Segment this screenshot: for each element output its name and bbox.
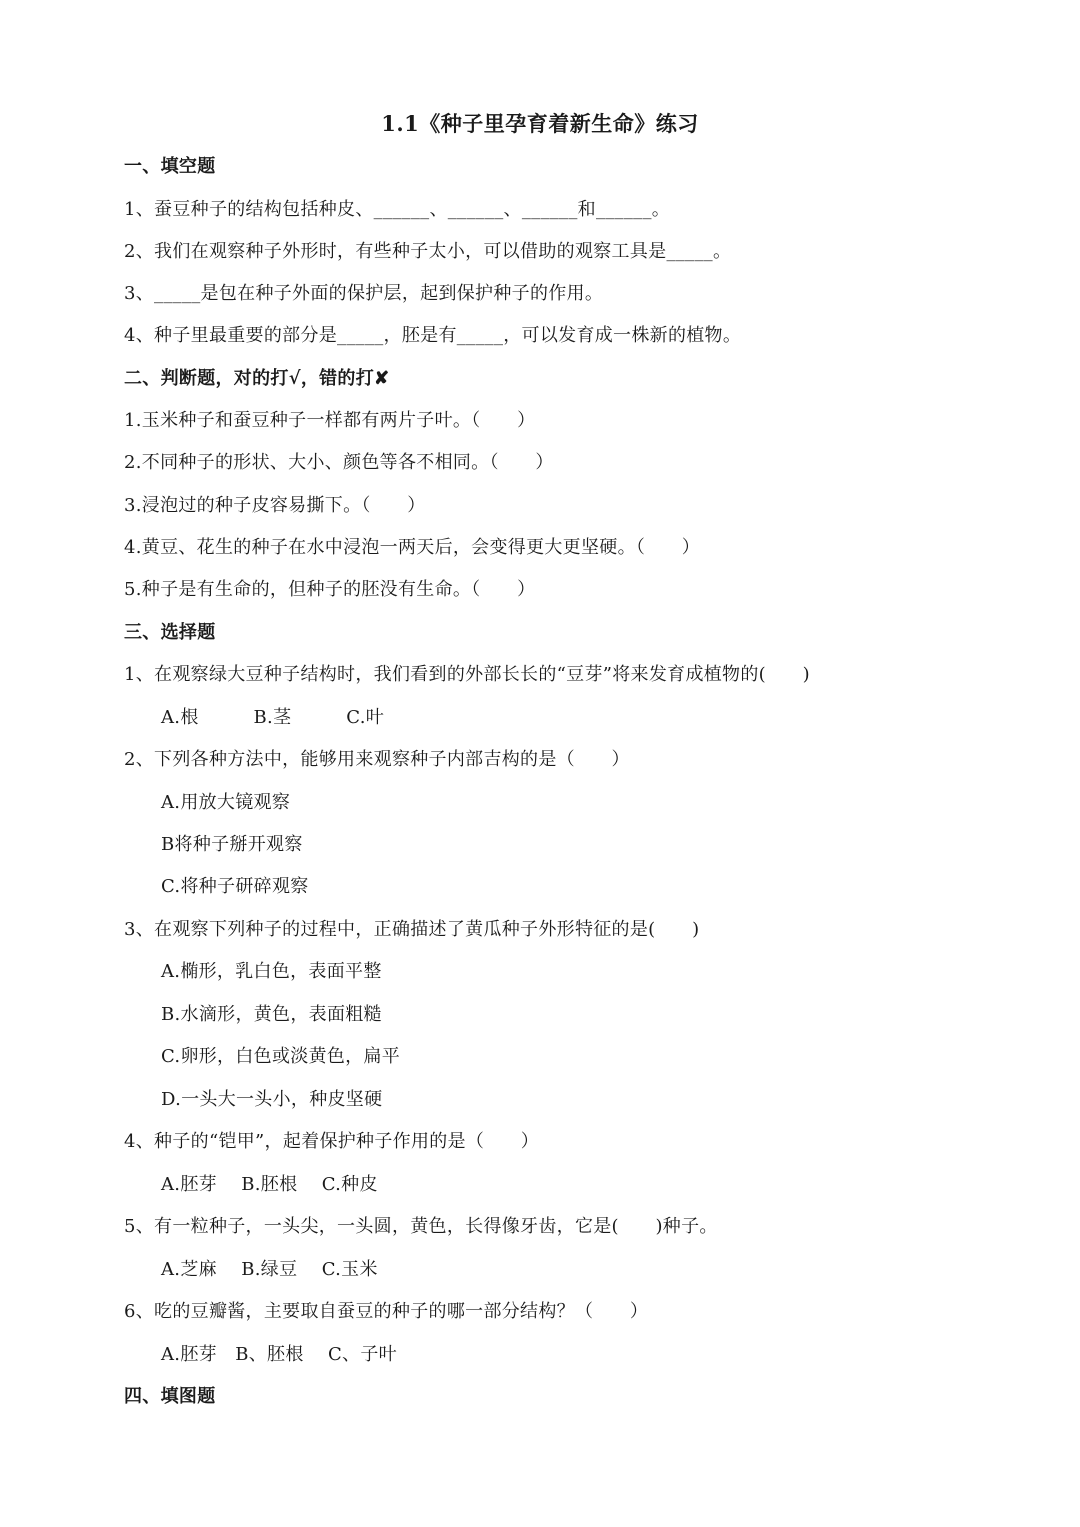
choice-question-5: 5、有一粒种子，一头尖，一头圆，黄色，长得像牙齿，它是( )种子。 [124,1216,718,1237]
true-false-question-4: 4.黄豆、花生的种子在水中浸泡一两天后，会变得更大更坚硬。（ ） [124,537,701,558]
section-heading-fill-diagram: 四、填图题 [124,1386,216,1407]
true-false-question-5: 5.种子是有生命的，但种子的胚没有生命。（ ） [124,579,536,600]
choice-question-2-option-c: C.将种子研碎观察 [161,876,309,897]
choice-question-3-option-b: B.水滴形，黄色，表面粗糙 [161,1004,382,1025]
choice-question-6-options: A.胚芽 B、胚根 C、子叶 [161,1344,397,1365]
choice-question-3-option-d: D.一头大一头小，种皮坚硬 [161,1089,383,1110]
choice-question-3-option-c: C.卵形，白色或淡黄色，扁平 [161,1046,401,1067]
choice-question-1: 1、在观察绿大豆种子结构时，我们看到的外部长长的“豆芽”将来发育成植物的( ) [124,664,810,685]
fill-blank-question-1: 1、蚕豆种子的结构包括种皮、______、______、______和______。 [124,199,671,220]
choice-question-2: 2、下列各种方法中，能够用来观察种子内部吉构的是（ ） [124,749,630,770]
choice-question-2-option-a: A.用放大镜观察 [161,792,291,813]
section-heading-true-false: 二、判断题，对的打√，错的打✘ [124,368,390,389]
true-false-question-1: 1.玉米种子和蚕豆种子一样都有两片子叶。（ ） [124,410,536,431]
page-title: 1.1《种子里孕育着新生命》练习 [381,111,699,136]
choice-question-4: 4、种子的“铠甲”，起着保护种子作用的是（ ） [124,1131,540,1152]
section-heading-fill-blank: 一、填空题 [124,156,216,177]
choice-question-1-options: A.根 B.茎 C.叶 [161,707,385,728]
choice-question-3-option-a: A.椭形，乳白色，表面平整 [161,961,382,982]
fill-blank-question-2: 2、我们在观察种子外形时，有些种子太小，可以借助的观察工具是_____。 [124,241,732,262]
choice-question-6: 6、吃的豆瓣酱，主要取自蚕豆的种子的哪一部分结构？（ ） [124,1301,649,1322]
fill-blank-question-4: 4、种子里最重要的部分是_____，胚是有_____，可以发育成一株新的植物。 [124,325,742,346]
choice-question-2-option-b: B将种子掰开观察 [161,834,303,855]
fill-blank-question-3: 3、_____是包在种子外面的保护层，起到保护种子的作用。 [124,283,604,304]
choice-question-3: 3、在观察下列种子的过程中，正确描述了黄瓜种子外形特征的是( ) [124,919,700,940]
choice-question-4-options: A.胚芽 B.胚根 C.种皮 [161,1174,378,1195]
true-false-question-3: 3.浸泡过的种子皮容易撕下。（ ） [124,495,426,516]
true-false-question-2: 2.不同种子的形状、大小、颜色等各不相同。（ ） [124,452,554,473]
choice-question-5-options: A.芝麻 B.绿豆 C.玉米 [161,1259,378,1280]
section-heading-multiple-choice: 三、选择题 [124,622,216,643]
